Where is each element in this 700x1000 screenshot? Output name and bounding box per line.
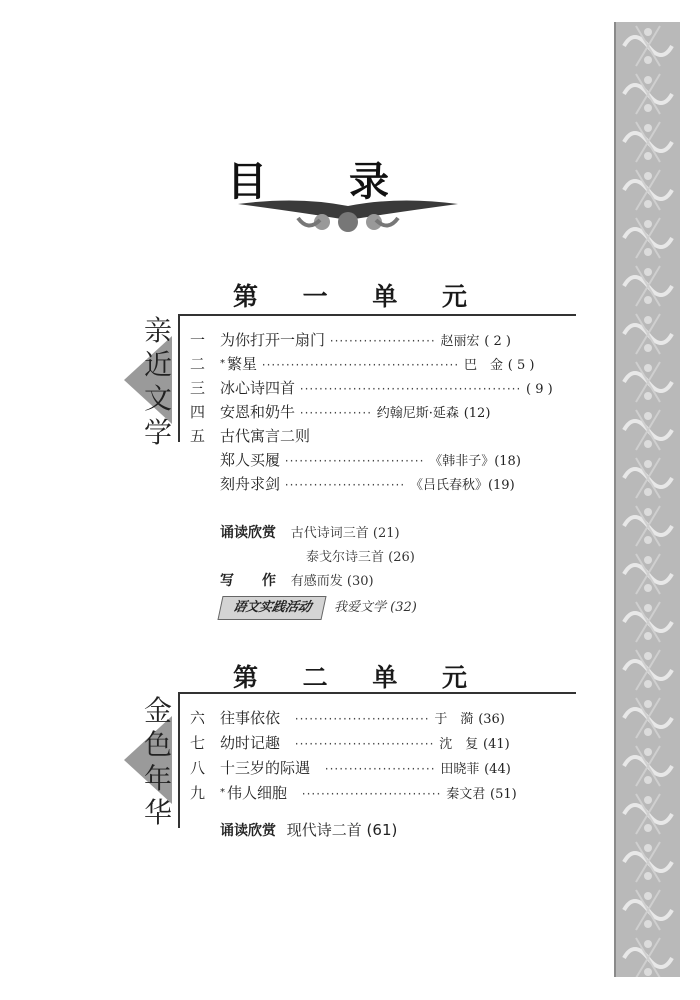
reading-entry[interactable]: 诵读欣赏 古代诗词三首 (21) (220, 525, 400, 541)
reading-entry[interactable]: 诵读欣赏 现代诗二首 (61) (220, 821, 398, 839)
toc-entry[interactable]: 五 古代寓言二则 (190, 427, 311, 445)
activity-entry[interactable]: 语文实践活动 我爱文学 (32) (220, 596, 417, 620)
toc-entry[interactable]: 一 为你打开一扇门 ······················ 赵丽宏 ( 2 ) (190, 331, 511, 349)
unit-2-rule (178, 692, 576, 694)
page-title: 目 录 (227, 158, 423, 205)
toc-entry[interactable]: 三 冰心诗四首 ·············································· ( 9 ) (190, 379, 553, 397)
unit-1-lessons (190, 328, 570, 496)
decorative-border-strip (614, 22, 680, 977)
toc-entry[interactable]: 七 幼时记趣 ····························· 沈 复 (41) (190, 734, 510, 752)
unit-2-side-rule (178, 692, 180, 828)
unit-1-side-rule (178, 314, 180, 442)
title-ornament-icon (238, 196, 458, 240)
unit-2-side-label: 金 色 年 华 (143, 694, 172, 829)
reading-entry[interactable]: 泰戈尔诗三首 (26) (306, 550, 415, 565)
writing-entry[interactable]: 写 作 有感而发 (30) (220, 573, 374, 589)
toc-entry[interactable]: 四 安恩和奶牛 ··············· 约翰尼斯·延森 (12) (190, 403, 491, 421)
unit-2-heading: 第 二 单 元 (232, 663, 486, 692)
unit-2-extras (220, 818, 397, 842)
unit-1-side-label: 亲 近 文 学 (143, 314, 172, 449)
toc-entry[interactable]: 二 * 繁星 ········································· 巴 金 ( 5 ) (190, 355, 535, 373)
toc-entry[interactable]: 八 十三岁的际遇 ······················· 田晓菲 (44) (190, 759, 511, 777)
ornament-pattern-icon (616, 22, 680, 977)
unit-1-heading: 第 一 单 元 (232, 282, 486, 311)
unit-1-rule (178, 314, 576, 316)
unit-2-lessons (190, 706, 570, 806)
toc-sub-entry[interactable]: 刻舟求剑 ························· 《吕氏春秋》(19) (220, 475, 515, 493)
toc-sub-entry[interactable]: 郑人买履 ····························· 《韩非子》(18) (220, 451, 521, 469)
unit-1-extras (220, 520, 417, 620)
toc-entry[interactable]: 六 往事依依 ···························· 于 漪 (36) (190, 709, 505, 727)
toc-entry[interactable]: 九 * 伟人细胞 ····························· 秦文君 (51) (190, 784, 517, 802)
